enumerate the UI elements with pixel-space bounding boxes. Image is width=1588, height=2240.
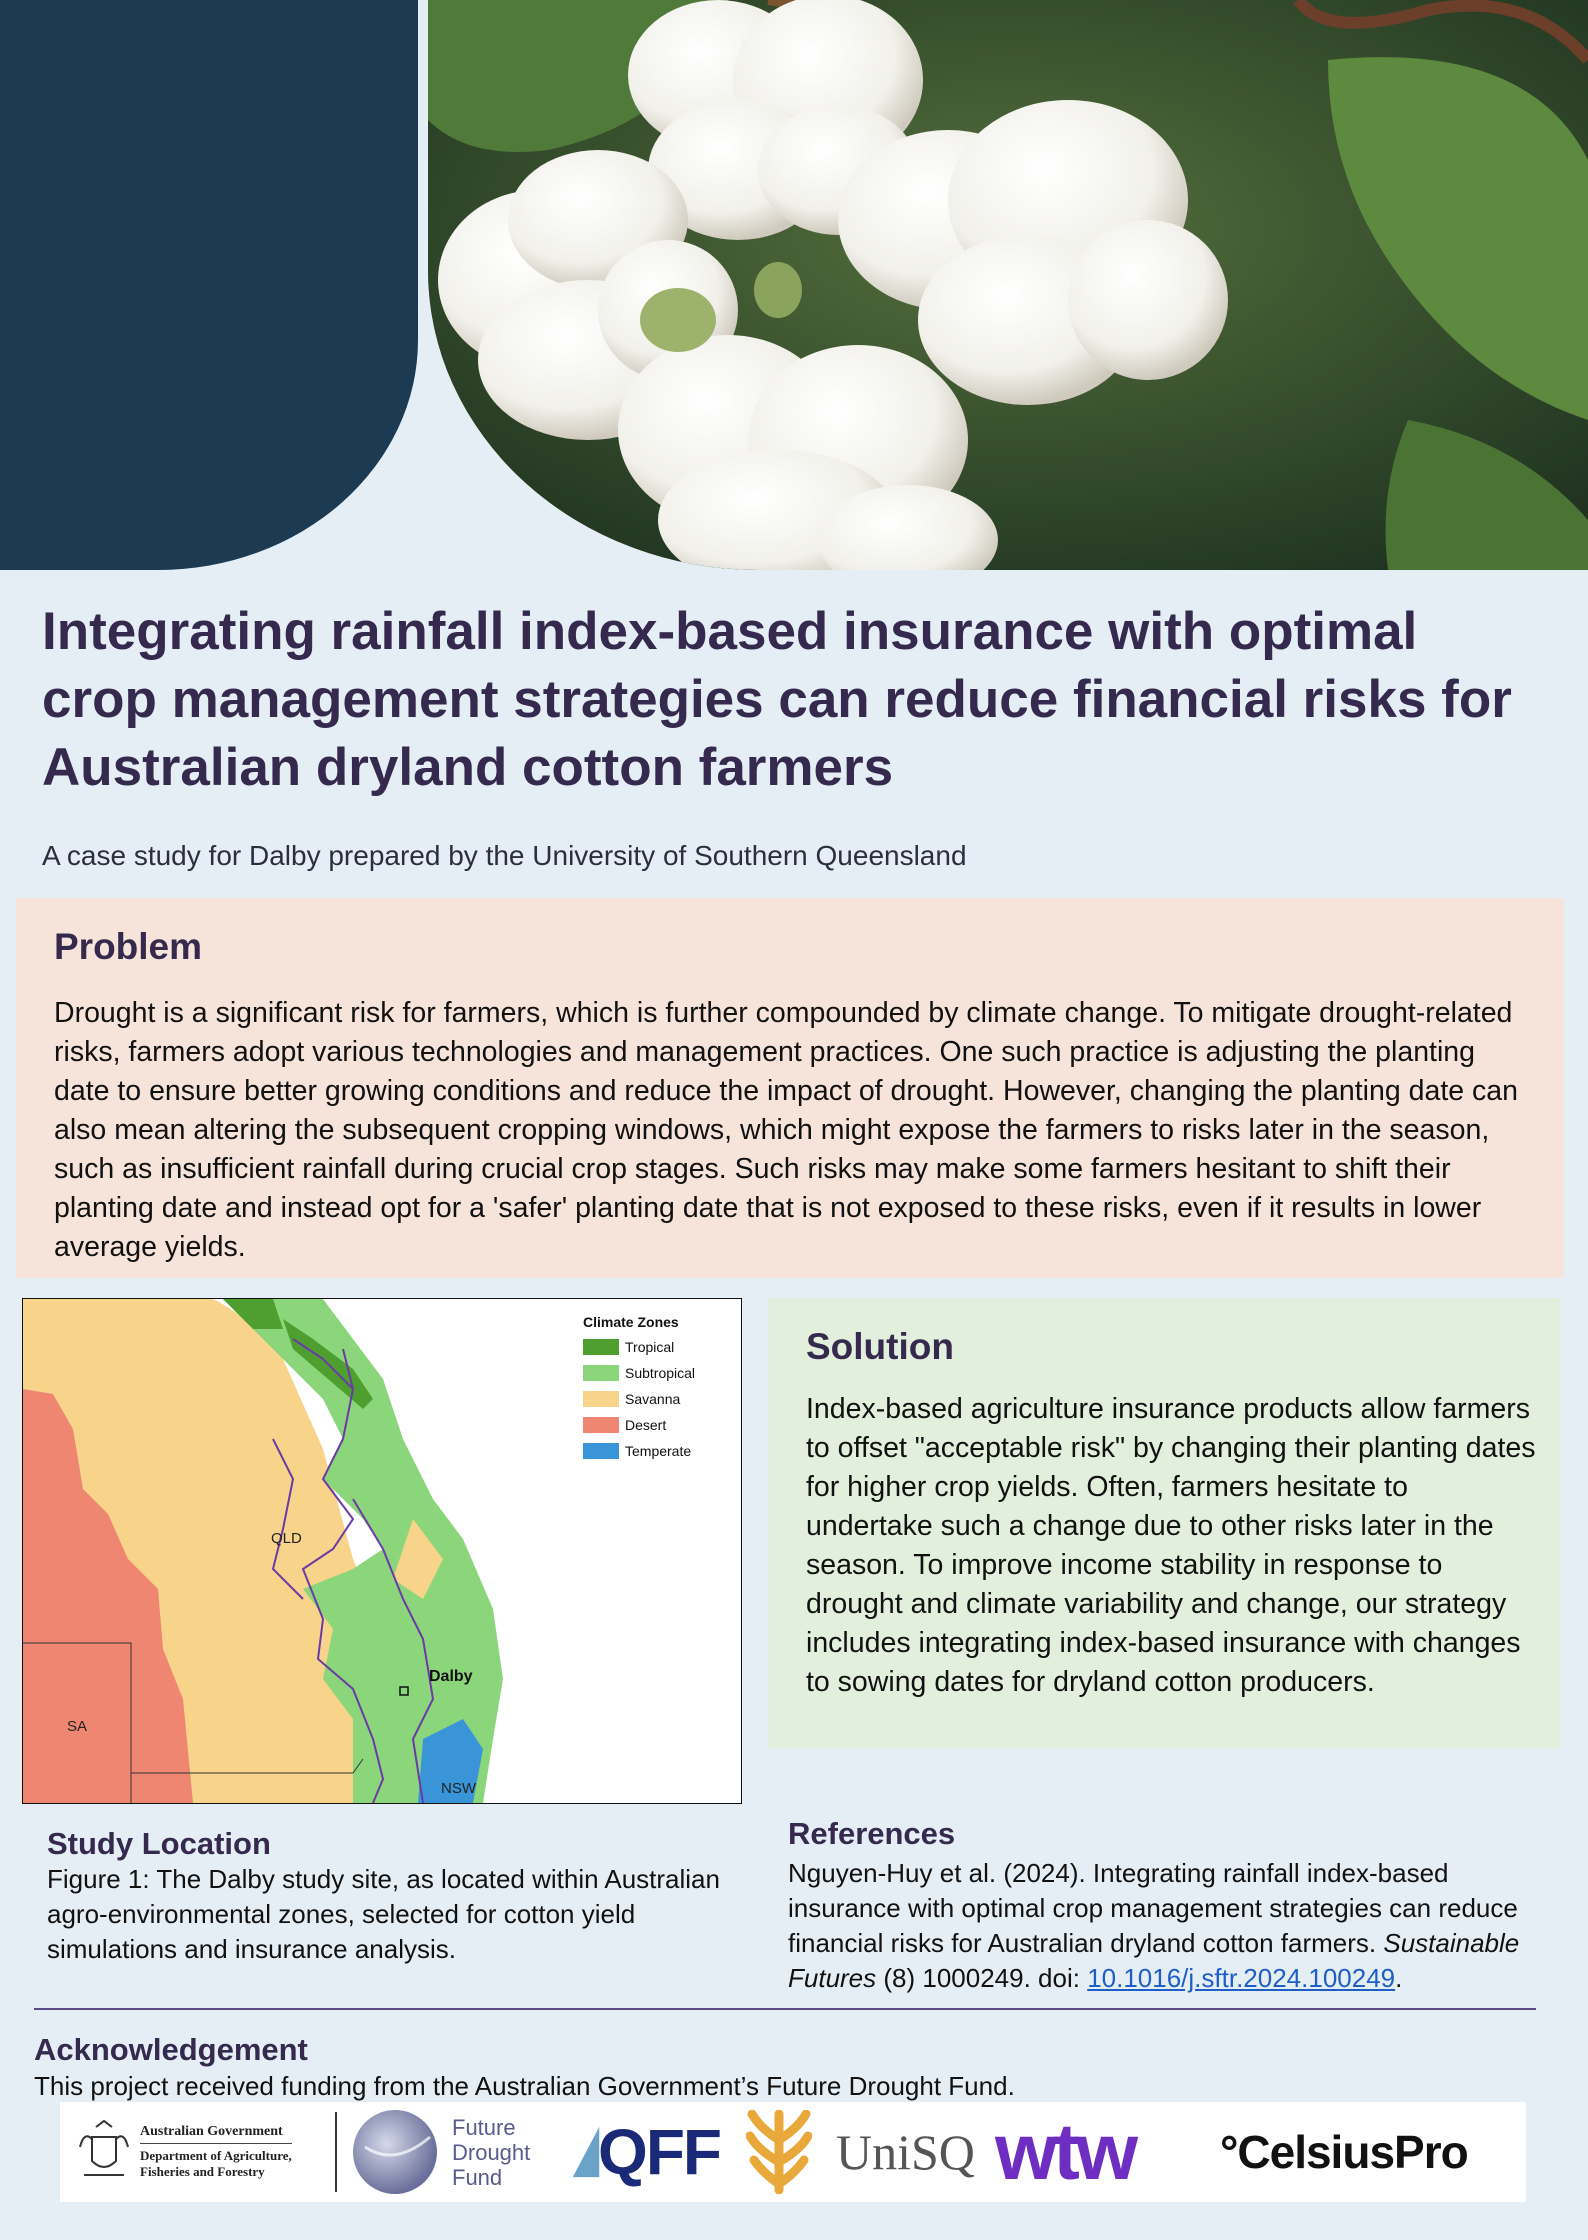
map-label-qld: QLD bbox=[271, 1530, 302, 1547]
legend-swatch-savanna bbox=[583, 1391, 619, 1407]
legend-swatch-tropical bbox=[583, 1339, 619, 1355]
problem-section bbox=[16, 898, 1564, 1278]
gov-line3: Fisheries and Forestry bbox=[140, 2164, 265, 2179]
legend-label-savanna: Savanna bbox=[625, 1391, 681, 1407]
header-navy-panel bbox=[0, 0, 420, 570]
legend-label-subtropical: Subtropical bbox=[625, 1365, 696, 1381]
celsiuspro-logo bbox=[1220, 2102, 1520, 2202]
unisq-emblem bbox=[746, 2102, 816, 2202]
fdf-line3: Fund bbox=[452, 2164, 503, 2190]
legend-swatch-temperate bbox=[583, 1443, 619, 1459]
reference-text-before: Nguyen-Huy et al. (2024). Integrating rainfall index-based insurance with optimal crop management strategies can reduce financial risks for Australian dryland cotton farmers. bbox=[788, 1858, 1518, 1958]
australian-government-logo bbox=[74, 2102, 374, 2202]
coat-of-arms-icon bbox=[74, 2117, 134, 2187]
qff-text: QFF bbox=[598, 2116, 720, 2188]
legend-swatch-desert bbox=[583, 1417, 619, 1433]
unisq-text: UniSQ bbox=[836, 2124, 975, 2180]
unisq-logo bbox=[836, 2102, 976, 2202]
cotton-bolls-photo bbox=[428, 0, 1588, 570]
fdf-line1: Future bbox=[452, 2114, 516, 2140]
solution-body: Index-based agriculture insurance products allow farmers to offset "acceptable risk" by changing their planting dates for higher crop yields. Often, farmers hesitate to undertake such a change due to other risks later in the season. To improve income stability in response to drought and climate variability and change, our strategy includes integrating index-based insurance with changes to sowing dates for dryland cotton producers. bbox=[806, 1393, 1536, 1698]
solution-section bbox=[768, 1298, 1560, 1748]
qff-logo bbox=[570, 2102, 720, 2202]
climate-zones-map bbox=[22, 1298, 742, 1804]
study-location-caption: Figure 1: The Dalby study site, as located within Australian agro-environmental zones, selected for cotton yield simulations and insurance analysis. bbox=[47, 1864, 720, 1964]
celsiuspro-text: °CelsiusPro bbox=[1220, 2126, 1468, 2178]
fdf-line2: Drought bbox=[452, 2139, 531, 2165]
poster-title: Integrating rainfall index-based insurance with optimal crop management strategies can reduce financial risks for Australian dryland cotton farmers bbox=[42, 602, 1512, 797]
legend-label-desert: Desert bbox=[625, 1417, 667, 1433]
logo-separator bbox=[335, 2112, 337, 2192]
acknowledgement-body: This project received funding from the Australian Government’s Future Drought Fund. bbox=[34, 2071, 1015, 2101]
legend-swatch-subtropical bbox=[583, 1365, 619, 1381]
acknowledgement-heading: Acknowledgement bbox=[34, 2032, 308, 2067]
legend-label-tropical: Tropical bbox=[625, 1339, 675, 1355]
reference-citation bbox=[788, 1856, 1548, 1996]
wtw-text: wtw bbox=[995, 2107, 1135, 2196]
reference-text-middle: (8) 1000249. doi: bbox=[876, 1963, 1088, 1993]
gov-line1: Australian Government bbox=[140, 2124, 292, 2144]
doi-link[interactable]: 10.1016/j.sftr.2024.100249 bbox=[1087, 1963, 1396, 1993]
references-heading: References bbox=[788, 1816, 956, 1851]
map-label-sa: SA bbox=[67, 1718, 88, 1735]
map-label-dalby: Dalby bbox=[429, 1668, 473, 1685]
unisq-flame-icon bbox=[746, 2110, 812, 2194]
map-legend-title: Climate Zones bbox=[583, 1314, 679, 1330]
poster-subtitle: A case study for Dalby prepared by the University of Southern Queensland bbox=[42, 840, 967, 871]
reference-journal: Sustainable Futures bbox=[788, 1928, 1520, 1993]
legend-label-temperate: Temperate bbox=[625, 1443, 692, 1459]
study-location-heading: Study Location bbox=[47, 1826, 271, 1861]
problem-heading: Problem bbox=[54, 926, 203, 967]
reference-text-after: . bbox=[1395, 1963, 1403, 1993]
future-drought-fund-logo bbox=[350, 2102, 540, 2202]
solution-heading: Solution bbox=[806, 1326, 954, 1367]
partner-logos-strip bbox=[60, 2102, 1526, 2202]
fdf-globe-icon bbox=[350, 2107, 440, 2197]
gov-line2: Department of Agriculture, bbox=[140, 2148, 292, 2163]
wtw-logo bbox=[995, 2102, 1195, 2202]
problem-body: Drought is a significant risk for farmers, which is further compounded by climate change. To mitigate drought-related risks, farmers adopt various technologies and management practices. One such practice is adjusting the planting date to ensure better growing conditions and reduce the impact of drought. However, changing the planting date can also mean altering the subsequent cropping windows, which might expose the farmers to risks later in the season, such as insufficient rainfall during crucial crop stages. Such risks may make some farmers hesitant to shift their planting date and instead opt for a 'safer' planting date that is not exposed to these risks, even if it results in lower average yields. bbox=[54, 997, 1518, 1263]
section-divider bbox=[34, 2008, 1536, 2010]
map-label-nsw: NSW bbox=[441, 1780, 476, 1797]
